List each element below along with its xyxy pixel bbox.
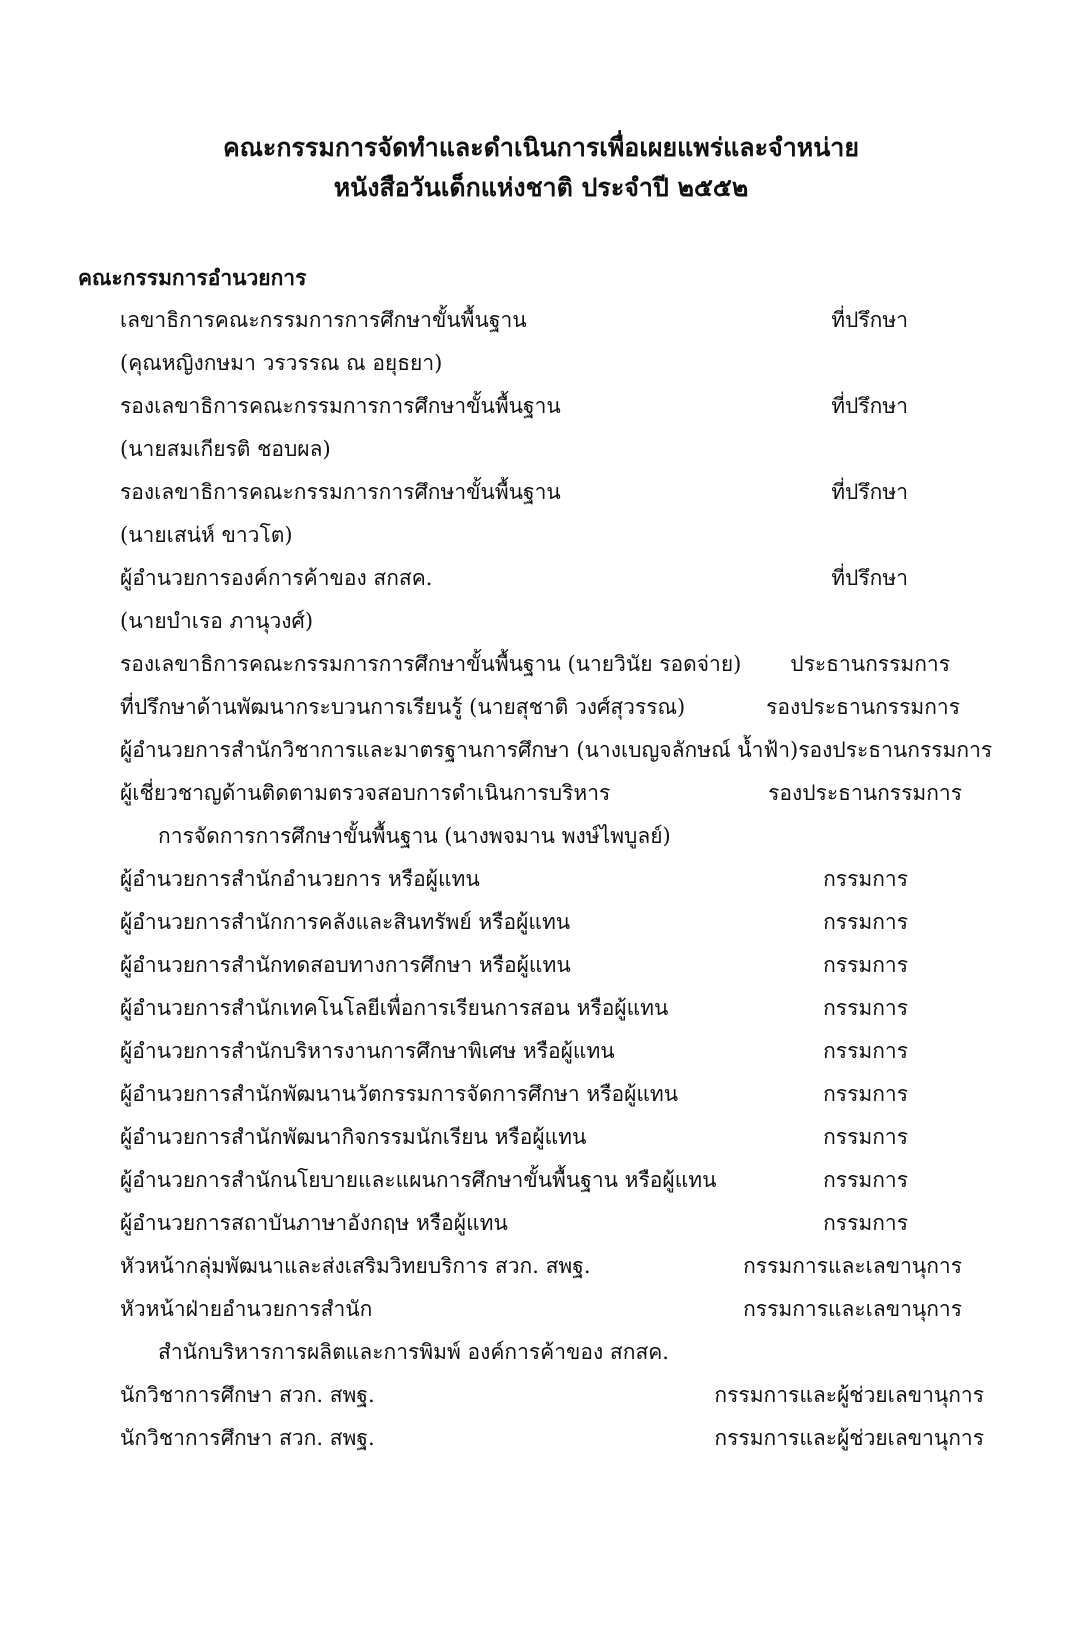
committee-row [0, 1116, 1082, 1159]
committee-row [0, 729, 1082, 772]
committee-row [0, 901, 1082, 944]
committee-row [0, 1202, 1082, 1245]
committee-row [0, 600, 1082, 643]
member-role: กรรมการ [823, 910, 908, 934]
member-position-continued: การจัดการการศึกษาขั้นพื้นฐาน (นางพจมาน พงษ์ไพบูลย์) [158, 824, 671, 848]
committee-row [0, 471, 1082, 514]
member-role: กรรมการ [823, 1125, 908, 1149]
member-role: กรรมการและเลขานุการ [743, 1254, 962, 1278]
committee-row [0, 299, 1082, 342]
committee-row [0, 514, 1082, 557]
member-position: หัวหน้าฝ่ายอำนวยการสำนัก [120, 1297, 373, 1321]
member-role: กรรมการ [823, 1211, 908, 1235]
committee-row [0, 643, 1082, 686]
member-position: ผู้อำนวยการสำนักพัฒนานวัตกรรมการจัดการศึกษา หรือผู้แทน [120, 1082, 679, 1106]
member-role: ที่ปรึกษา [831, 566, 908, 590]
document-title-line-2: หนังสือวันเด็กแห่งชาติ ประจำปี ๒๕๕๒ [333, 173, 749, 202]
committee-row [0, 557, 1082, 600]
committee-row [0, 772, 1082, 815]
member-position: ผู้อำนวยการสำนักพัฒนากิจกรรมนักเรียน หรือผู้แทน [120, 1125, 587, 1149]
member-position: รองเลขาธิการคณะกรรมการการศึกษาขั้นพื้นฐาน [120, 480, 561, 504]
committee-row [0, 428, 1082, 471]
committee-row [0, 1245, 1082, 1288]
committee-row [0, 686, 1082, 729]
member-role: กรรมการ [823, 867, 908, 891]
member-position: เลขาธิการคณะกรรมการการศึกษาขั้นพื้นฐาน [120, 308, 527, 332]
committee-row [0, 944, 1082, 987]
member-role: รองประธานกรรมการ [768, 781, 962, 805]
member-role: ประธานกรรมการ [790, 652, 950, 676]
member-role: กรรมการและเลขานุการ [743, 1297, 962, 1321]
document-title-line-1: คณะกรรมการจัดทำและดำเนินการเพื่อเผยแพร่และจำหน่าย [223, 133, 859, 162]
member-position: รองเลขาธิการคณะกรรมการการศึกษาขั้นพื้นฐาน (นายวินัย รอดจ่าย) [120, 652, 742, 676]
member-name: (นายบำเรอ ภานุวงศ์) [120, 609, 314, 633]
member-role: ที่ปรึกษา [831, 480, 908, 504]
member-role: กรรมการและผู้ช่วยเลขานุการ [714, 1383, 984, 1407]
committee-row [0, 1288, 1082, 1331]
member-role: กรรมการ [823, 1039, 908, 1063]
committee-row [0, 858, 1082, 901]
member-role: กรรมการ [823, 953, 908, 977]
committee-list [0, 299, 1082, 1460]
member-role: กรรมการ [823, 996, 908, 1020]
member-role: กรรมการ [823, 1168, 908, 1192]
member-position: ที่ปรึกษาด้านพัฒนากระบวนการเรียนรู้ (นายสุชาติ วงศ์สุวรรณ) [120, 695, 686, 719]
committee-row [0, 1073, 1082, 1116]
member-role: รองประธานกรรมการ [766, 695, 960, 719]
member-role: กรรมการ [823, 1082, 908, 1106]
committee-row [0, 987, 1082, 1030]
member-position: ผู้อำนวยการสำนักเทคโนโลยีเพื่อการเรียนการสอน หรือผู้แทน [120, 996, 669, 1020]
member-position: ผู้อำนวยการสำนักการคลังและสินทรัพย์ หรือผู้แทน [120, 910, 571, 934]
member-name: (นายสมเกียรติ ชอบผล) [120, 437, 331, 461]
member-position: ผู้อำนวยการองค์การค้าของ สกสค. [120, 566, 433, 590]
committee-row [0, 342, 1082, 385]
member-position: ผู้อำนวยการสถาบันภาษาอังกฤษ หรือผู้แทน [120, 1211, 508, 1235]
member-position: ผู้อำนวยการสำนักทดสอบทางการศึกษา หรือผู้แทน [120, 953, 571, 977]
member-position: หัวหน้ากลุ่มพัฒนาและส่งเสริมวิทยบริการ สวก. สพฐ. [120, 1254, 591, 1278]
member-position: ผู้เชี่ยวชาญด้านติดตามตรวจสอบการดำเนินการบริหาร [120, 781, 611, 805]
member-name: (นายเสน่ห์ ขาวโต) [120, 523, 293, 547]
committee-row [0, 1030, 1082, 1073]
committee-row [0, 1159, 1082, 1202]
committee-row [0, 1417, 1082, 1460]
member-position: ผู้อำนวยการสำนักบริหารงานการศึกษาพิเศษ หรือผู้แทน [120, 1039, 615, 1063]
member-position: นักวิชาการศึกษา สวก. สพฐ. [120, 1383, 375, 1407]
committee-row [0, 385, 1082, 428]
member-position: ผู้อำนวยการสำนักอำนวยการ หรือผู้แทน [120, 867, 480, 891]
member-position-continued: สำนักบริหารการผลิตและการพิมพ์ องค์การค้าของ สกสค. [158, 1340, 669, 1364]
member-name: (คุณหญิงกษมา วรวรรณ ณ อยุธยา) [120, 351, 443, 375]
member-position: นักวิชาการศึกษา สวก. สพฐ. [120, 1426, 375, 1450]
committee-row [0, 1374, 1082, 1417]
member-role: ที่ปรึกษา [831, 394, 908, 418]
member-role: กรรมการและผู้ช่วยเลขานุการ [714, 1426, 984, 1450]
section-heading: คณะกรรมการอำนวยการ [78, 265, 307, 290]
member-position: รองเลขาธิการคณะกรรมการการศึกษาขั้นพื้นฐาน [120, 394, 561, 418]
member-position: ผู้อำนวยการสำนักนโยบายและแผนการศึกษาขั้นพื้นฐาน หรือผู้แทน [120, 1168, 717, 1192]
member-role: ที่ปรึกษา [831, 308, 908, 332]
committee-row [0, 815, 1082, 858]
member-position: ผู้อำนวยการสำนักวิชาการและมาตรฐานการศึกษา (นางเบญจลักษณ์ น้ำฟ้า)รองประธานกรรมการ [120, 738, 993, 762]
committee-row [0, 1331, 1082, 1374]
